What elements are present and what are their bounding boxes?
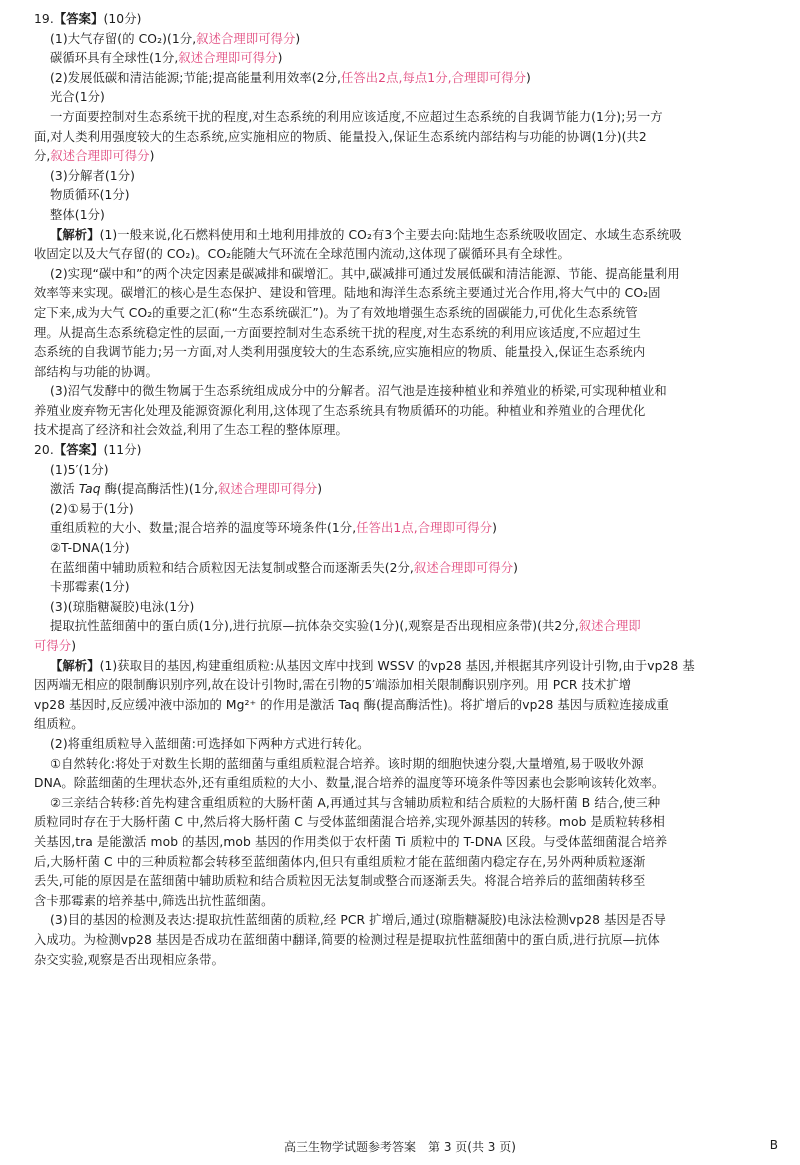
q19-answer-line: (2)发展低碳和清洁能源;节能;提高能量利用效率(2分,任答出2点,每点1分,合理即可得分): [50, 70, 531, 85]
q20-analysis-line: 因两端无相应的限制酶识别序列,故在设计引物时,需在引物的5′端添加相关限制酶识别序列。用 PCR 技术扩增: [34, 678, 632, 693]
q19-analysis-line: 收固定以及大气存留(的 CO₂)。CO₂能随大气环流在全球范围内流动,这体现了碳循环具有全球性。: [34, 247, 570, 262]
q20-analysis-line: vp28 基因时,反应缓冲液中添加的 Mg²⁺ 的作用是激活 Taq 酶(提高酶活性)。将扩增后的vp28 基因与质粒连接成重: [34, 697, 669, 712]
q19-analysis-line: 定下来,成为大气 CO₂的重要之汇(称“生态系统碳汇”)。为了有效地增强生态系统的固碳能力,可优化生态系统管: [34, 305, 638, 320]
q19-analysis-line: 养殖业废弃物无害化处理及能源资源化利用,这体现了生态系统具有物质循环的功能。种植业和养殖业的合理优化: [34, 403, 646, 418]
q20-analysis-line: 含卡那霉素的培养基中,筛选出抗性蓝细菌。: [34, 893, 274, 908]
answer-page: [34, 10, 776, 970]
q19-answer-line: 物质循环(1分): [50, 188, 130, 203]
q20-analysis-line: ②三亲结合转移:首先构建含重组质粒的大肠杆菌 A,再通过其与含辅助质粒和结合质粒的大肠杆菌 B 结合,使三种: [50, 795, 661, 810]
q20-analysis-line: 【解析】(1)获取目的基因,构建重组质粒:从基因文库中找到 WSSV 的vp28 基因,并根据其序列设计引物,由于vp28 基: [50, 658, 695, 673]
q19-answer-line: 一方面要控制对生态系统干扰的程度,对生态系统的利用应该适度,不应超过生态系统的自我调节能力(1分);另一方: [50, 109, 663, 124]
q20-analysis-line: DNA。除蓝细菌的生理状态外,还有重组质粒的大小、数量,混合培养的温度等环境条件等因素也会影响该转化效率。: [34, 776, 665, 791]
q20-analysis-line: 丢失,可能的原因是在蓝细菌中辅助质粒和结合质粒因无法复制或整合而逐渐丢失。将混合培养后的蓝细菌转移至: [34, 874, 646, 889]
q20-answer-line: 重组质粒的大小、数量;混合培养的温度等环境条件(1分,任答出1点,合理即可得分): [50, 521, 498, 536]
version-mark: B: [769, 1138, 778, 1152]
q20-header: 20.【答案】(11分): [34, 443, 142, 458]
q20-analysis-line: 入成功。为检测vp28 基因是否成功在蓝细菌中翻译,简要的检测过程是提取抗性蓝细菌中的蛋白质,进行抗原—抗体: [34, 932, 660, 947]
q20-analysis-line: 后,大肠杆菌 C 中的三种质粒都会转移至蓝细菌体内,但只有重组质粒才能在蓝细菌内稳定存在,另外两种质粒逐渐: [34, 854, 646, 869]
page-footer: 高三生物学试题参考答案 第 3 页(共 3 页): [284, 1140, 516, 1154]
q20-answer-line: 提取抗性蓝细菌中的蛋白质(1分),进行抗原—抗体杂交实验(1分)(,观察是否出现相应条带)(共2分,叙述合理即: [50, 619, 641, 634]
q19-analysis-line: 技术提高了经济和社会效益,利用了生态工程的整体原理。: [34, 423, 348, 438]
q20-answer-line: (2)①易于(1分): [50, 501, 134, 516]
q19-analysis-line: 部结构与功能的协调。: [34, 364, 158, 379]
q19-answer-line: 面,对人类利用强度较大的生态系统,应实施相应的物质、能量投入,保证生态系统内部结构与功能的协调(1分)(共2: [34, 129, 647, 144]
q20-answer-line: ②T-DNA(1分): [50, 541, 130, 556]
q19-analysis-line: 效率等来实现。碳增汇的核心是生态保护、建设和管理。陆地和海洋生态系统主要通过光合作用,将大气中的 CO₂固: [34, 286, 661, 301]
q19-analysis-line: (2)实现“碳中和”的两个决定因素是碳减排和碳增汇。其中,碳减排可通过发展低碳和清洁能源、节能、提高能量利用: [50, 266, 680, 281]
q20-answer-line: 卡那霉素(1分): [50, 580, 130, 595]
q20-answer-line: 可得分): [34, 639, 77, 653]
q19-analysis-line: 理。从提高生态系统稳定性的层面,一方面要控制对生态系统干扰的程度,对生态系统的利用应该适度,不应超过生: [34, 325, 642, 340]
q20-answer-line: 在蓝细菌中辅助质粒和结合质粒因无法复制或整合而逐渐丢失(2分,叙述合理即可得分): [50, 560, 519, 575]
q19-answer-line: (1)大气存留(的 CO₂)(1分,叙述合理即可得分): [50, 31, 301, 46]
q19-analysis-line: 态系统的自我调节能力;另一方面,对人类利用强度较大的生态系统,应实施相应的物质、能量投入,保证生态系统内: [34, 345, 646, 360]
q19-answer-line: 分,叙述合理即可得分): [34, 149, 155, 164]
q19-header: 19.【答案】(10分): [34, 12, 142, 26]
q20-analysis-line: (3)目的基因的检测及表达:提取抗性蓝细菌的质粒,经 PCR 扩增后,通过(琼脂糖凝胶)电泳法检测vp28 基因是否导: [50, 913, 667, 928]
q20-answer-line: 激活 Taq 酶(提高酶活性)(1分,叙述合理即可得分): [50, 482, 323, 497]
q20-analysis-line: ①自然转化:将处于对数生长期的蓝细菌与重组质粒混合培养。该时期的细胞快速分裂,大量增殖,易于吸收外源: [50, 756, 644, 771]
q19-answer-line: (3)分解者(1分): [50, 168, 136, 183]
q19-analysis-line: 【解析】(1)一般来说,化石燃料使用和土地利用排放的 CO₂有3个主要去向:陆地生态系统吸收固定、水域生态系统吸: [50, 227, 682, 242]
q20-analysis-line: 关基因,tra 是能激活 mob 的基因,mob 基因的作用类似于农杆菌 Ti 质粒中的 T-DNA 区段。与受体蓝细菌混合培养: [34, 834, 668, 849]
q20-analysis-line: (2)将重组质粒导入蓝细菌:可选择如下两种方式进行转化。: [50, 736, 370, 751]
q20-analysis-line: 杂交实验,观察是否出现相应条带。: [34, 952, 224, 967]
q19-answer-line: 碳循环具有全球性(1分,叙述合理即可得分): [50, 51, 283, 66]
q19-analysis-line: (3)沼气发酵中的微生物属于生态系统组成成分中的分解者。沼气池是连接种植业和养殖业的桥梁,可实现种植业和: [50, 384, 667, 399]
q19-answer-line: 光合(1分): [50, 90, 105, 105]
q20-analysis-line: 质粒同时存在于大肠杆菌 C 中,然后将大肠杆菌 C 与受体蓝细菌混合培养,实现外源基因的转移。mob 是质粒转移相: [34, 815, 665, 830]
q20-analysis-line: 组质粒。: [34, 717, 84, 732]
q19-answer-line: 整体(1分): [50, 207, 105, 222]
q20-answer-line: (3)(琼脂糖凝胶)电泳(1分): [50, 599, 195, 614]
q20-answer-line: (1)5′(1分): [50, 462, 109, 477]
